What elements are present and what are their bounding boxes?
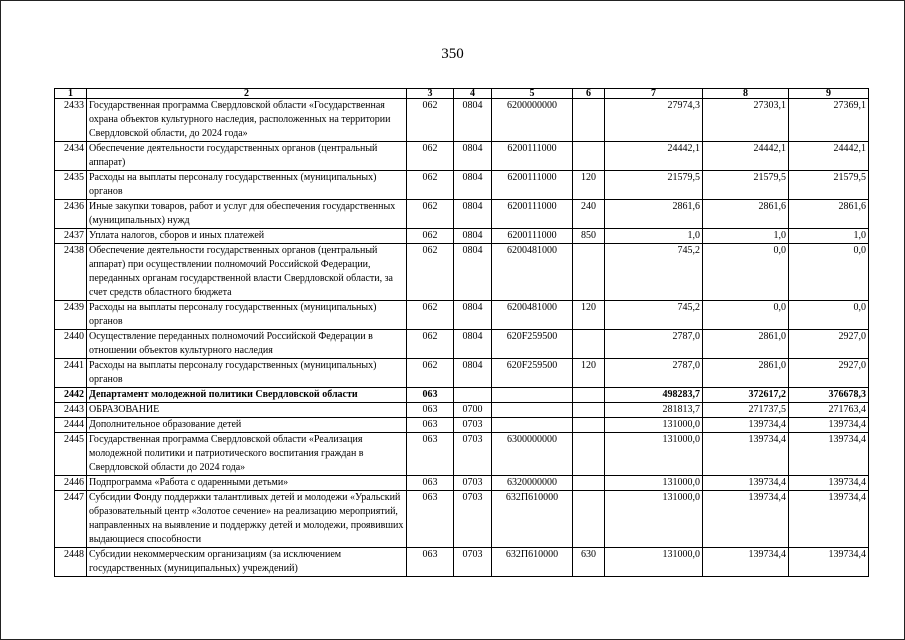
amount-year3-cell: 27369,1 <box>789 99 869 142</box>
row-name-cell: Расходы на выплаты персоналу государственных (муниципальных) органов <box>87 171 407 200</box>
table-row <box>55 491 869 548</box>
amount-year3-cell: 271763,4 <box>789 403 869 418</box>
ministry-code-cell: 062 <box>407 142 454 171</box>
column-header-9: 9 <box>789 89 869 99</box>
row-number-cell: 2448 <box>55 548 87 577</box>
column-header-3: 3 <box>407 89 454 99</box>
target-article-cell: 620F259500 <box>492 330 573 359</box>
amount-year1-cell: 2861,6 <box>605 200 703 229</box>
amount-year2-cell: 139734,4 <box>703 491 789 548</box>
column-header-7: 7 <box>605 89 703 99</box>
row-name-cell: Осуществление переданных полномочий Российской Федерации в отношении объектов культурного наследия <box>87 330 407 359</box>
row-name-cell: Субсидии Фонду поддержки талантливых детей и молодежи «Уральский образовательный центр «Золотое сечение» на реализацию мероприятий, направленных на выявление и поддержку детей и молодежи, проявивших выдающиеся способности <box>87 491 407 548</box>
expense-type-cell: 120 <box>573 359 605 388</box>
amount-year2-cell: 2861,0 <box>703 330 789 359</box>
section-code-cell: 0804 <box>454 244 492 301</box>
amount-year1-cell: 745,2 <box>605 301 703 330</box>
amount-year2-cell: 0,0 <box>703 244 789 301</box>
target-article-cell <box>492 418 573 433</box>
section-code-cell: 0804 <box>454 359 492 388</box>
section-code-cell: 0703 <box>454 476 492 491</box>
row-name-cell: Субсидии некоммерческим организациям (за исключением государственных (муниципальных) учреждений) <box>87 548 407 577</box>
row-name-cell: Расходы на выплаты персоналу государственных (муниципальных) органов <box>87 301 407 330</box>
amount-year3-cell: 376678,3 <box>789 388 869 403</box>
amount-year1-cell: 21579,5 <box>605 171 703 200</box>
amount-year1-cell: 2787,0 <box>605 330 703 359</box>
column-header-1: 1 <box>55 89 87 99</box>
ministry-code-cell: 063 <box>407 476 454 491</box>
column-header-5: 5 <box>492 89 573 99</box>
amount-year2-cell: 372617,2 <box>703 388 789 403</box>
ministry-code-cell: 063 <box>407 433 454 476</box>
ministry-code-cell: 062 <box>407 171 454 200</box>
amount-year3-cell: 0,0 <box>789 244 869 301</box>
ministry-code-cell: 063 <box>407 548 454 577</box>
table-body <box>55 99 869 577</box>
row-number-cell: 2436 <box>55 200 87 229</box>
table-row <box>55 229 869 244</box>
amount-year1-cell: 24442,1 <box>605 142 703 171</box>
target-article-cell: 6200481000 <box>492 244 573 301</box>
table-row <box>55 200 869 229</box>
ministry-code-cell: 062 <box>407 229 454 244</box>
table-row <box>55 403 869 418</box>
ministry-code-cell: 062 <box>407 330 454 359</box>
expense-type-cell: 240 <box>573 200 605 229</box>
target-article-cell <box>492 403 573 418</box>
target-article-cell: 632П610000 <box>492 548 573 577</box>
ministry-code-cell: 062 <box>407 200 454 229</box>
target-article-cell: 6300000000 <box>492 433 573 476</box>
amount-year3-cell: 139734,4 <box>789 418 869 433</box>
column-header-4: 4 <box>454 89 492 99</box>
amount-year3-cell: 139734,4 <box>789 433 869 476</box>
ministry-code-cell: 063 <box>407 388 454 403</box>
table-row <box>55 548 869 577</box>
table-row <box>55 418 869 433</box>
expense-type-cell <box>573 476 605 491</box>
row-number-cell: 2438 <box>55 244 87 301</box>
section-code-cell: 0804 <box>454 200 492 229</box>
amount-year3-cell: 21579,5 <box>789 171 869 200</box>
row-number-cell: 2433 <box>55 99 87 142</box>
amount-year2-cell: 2861,0 <box>703 359 789 388</box>
table-row <box>55 476 869 491</box>
amount-year1-cell: 131000,0 <box>605 433 703 476</box>
amount-year2-cell: 0,0 <box>703 301 789 330</box>
amount-year1-cell: 498283,7 <box>605 388 703 403</box>
target-article-cell: 632П610000 <box>492 491 573 548</box>
section-code-cell: 0804 <box>454 330 492 359</box>
table-row <box>55 359 869 388</box>
section-code-cell: 0703 <box>454 418 492 433</box>
expense-type-cell <box>573 99 605 142</box>
row-name-cell: Иные закупки товаров, работ и услуг для обеспечения государственных (муниципальных) нужд <box>87 200 407 229</box>
row-number-cell: 2434 <box>55 142 87 171</box>
section-code-cell: 0804 <box>454 99 492 142</box>
amount-year2-cell: 2861,6 <box>703 200 789 229</box>
row-number-cell: 2443 <box>55 403 87 418</box>
row-name-cell: Расходы на выплаты персоналу государственных (муниципальных) органов <box>87 359 407 388</box>
row-number-cell: 2444 <box>55 418 87 433</box>
table-row <box>55 330 869 359</box>
amount-year2-cell: 139734,4 <box>703 476 789 491</box>
row-number-cell: 2439 <box>55 301 87 330</box>
row-number-cell: 2441 <box>55 359 87 388</box>
amount-year1-cell: 131000,0 <box>605 491 703 548</box>
row-number-cell: 2442 <box>55 388 87 403</box>
amount-year3-cell: 139734,4 <box>789 548 869 577</box>
amount-year2-cell: 139734,4 <box>703 433 789 476</box>
row-name-cell: Обеспечение деятельности государственных органов (центральный аппарат) <box>87 142 407 171</box>
section-code-cell: 0703 <box>454 491 492 548</box>
target-article-cell: 6200111000 <box>492 200 573 229</box>
row-name-cell: Обеспечение деятельности государственных органов (центральный аппарат) при осуществлении полномочий Российской Федерации, переданных органам государственной власти Свердловской области, за счет средств областного бюджета <box>87 244 407 301</box>
amount-year1-cell: 27974,3 <box>605 99 703 142</box>
table-row <box>55 171 869 200</box>
row-number-cell: 2446 <box>55 476 87 491</box>
target-article-cell: 6200000000 <box>492 99 573 142</box>
column-header-2: 2 <box>87 89 407 99</box>
amount-year2-cell: 271737,5 <box>703 403 789 418</box>
ministry-code-cell: 062 <box>407 244 454 301</box>
table-row <box>55 142 869 171</box>
expense-type-cell <box>573 491 605 548</box>
expense-type-cell <box>573 418 605 433</box>
expense-type-cell <box>573 330 605 359</box>
section-code-cell: 0804 <box>454 142 492 171</box>
table-row <box>55 433 869 476</box>
row-name-cell: Государственная программа Свердловской области «Государственная охрана объектов культурного наследия, расположенных на территории Свердловской области, до 2024 года» <box>87 99 407 142</box>
table-row <box>55 388 869 403</box>
amount-year3-cell: 2927,0 <box>789 330 869 359</box>
row-name-cell: Департамент молодежной политики Свердловской области <box>87 388 407 403</box>
target-article-cell: 6200111000 <box>492 142 573 171</box>
table-row <box>55 99 869 142</box>
amount-year3-cell: 0,0 <box>789 301 869 330</box>
amount-year1-cell: 281813,7 <box>605 403 703 418</box>
ministry-code-cell: 063 <box>407 491 454 548</box>
amount-year2-cell: 139734,4 <box>703 418 789 433</box>
target-article-cell: 6200111000 <box>492 229 573 244</box>
expense-type-cell <box>573 142 605 171</box>
expense-type-cell: 120 <box>573 171 605 200</box>
row-name-cell: ОБРАЗОВАНИЕ <box>87 403 407 418</box>
column-header-8: 8 <box>703 89 789 99</box>
expense-type-cell <box>573 388 605 403</box>
table-header-row <box>55 89 869 99</box>
row-number-cell: 2437 <box>55 229 87 244</box>
amount-year2-cell: 24442,1 <box>703 142 789 171</box>
amount-year1-cell: 745,2 <box>605 244 703 301</box>
amount-year2-cell: 139734,4 <box>703 548 789 577</box>
amount-year1-cell: 2787,0 <box>605 359 703 388</box>
expense-type-cell <box>573 403 605 418</box>
row-name-cell: Подпрограмма «Работа с одаренными детьми» <box>87 476 407 491</box>
amount-year1-cell: 1,0 <box>605 229 703 244</box>
section-code-cell <box>454 388 492 403</box>
table-row <box>55 244 869 301</box>
ministry-code-cell: 063 <box>407 418 454 433</box>
column-header-6: 6 <box>573 89 605 99</box>
amount-year1-cell: 131000,0 <box>605 418 703 433</box>
ministry-code-cell: 062 <box>407 301 454 330</box>
expense-type-cell <box>573 244 605 301</box>
amount-year1-cell: 131000,0 <box>605 548 703 577</box>
row-name-cell: Государственная программа Свердловской области «Реализация молодежной политики и патриотического воспитания граждан в Свердловской области до 2024 года» <box>87 433 407 476</box>
amount-year3-cell: 1,0 <box>789 229 869 244</box>
amount-year3-cell: 2861,6 <box>789 200 869 229</box>
page-number: 350 <box>441 46 464 62</box>
ministry-code-cell: 062 <box>407 359 454 388</box>
row-number-cell: 2440 <box>55 330 87 359</box>
budget-table <box>54 88 869 577</box>
expense-type-cell: 120 <box>573 301 605 330</box>
ministry-code-cell: 063 <box>407 403 454 418</box>
amount-year3-cell: 24442,1 <box>789 142 869 171</box>
amount-year2-cell: 21579,5 <box>703 171 789 200</box>
section-code-cell: 0804 <box>454 301 492 330</box>
amount-year1-cell: 131000,0 <box>605 476 703 491</box>
row-number-cell: 2447 <box>55 491 87 548</box>
expense-type-cell: 850 <box>573 229 605 244</box>
section-code-cell: 0703 <box>454 548 492 577</box>
target-article-cell: 6320000000 <box>492 476 573 491</box>
ministry-code-cell: 062 <box>407 99 454 142</box>
row-name-cell: Уплата налогов, сборов и иных платежей <box>87 229 407 244</box>
amount-year2-cell: 27303,1 <box>703 99 789 142</box>
expense-type-cell <box>573 433 605 476</box>
target-article-cell: 6200111000 <box>492 171 573 200</box>
amount-year2-cell: 1,0 <box>703 229 789 244</box>
target-article-cell: 620F259500 <box>492 359 573 388</box>
section-code-cell: 0700 <box>454 403 492 418</box>
amount-year3-cell: 139734,4 <box>789 491 869 548</box>
target-article-cell <box>492 388 573 403</box>
row-number-cell: 2435 <box>55 171 87 200</box>
expense-type-cell: 630 <box>573 548 605 577</box>
table-row <box>55 301 869 330</box>
section-code-cell: 0804 <box>454 171 492 200</box>
amount-year3-cell: 139734,4 <box>789 476 869 491</box>
row-name-cell: Дополнительное образование детей <box>87 418 407 433</box>
section-code-cell: 0703 <box>454 433 492 476</box>
section-code-cell: 0804 <box>454 229 492 244</box>
target-article-cell: 6200481000 <box>492 301 573 330</box>
amount-year3-cell: 2927,0 <box>789 359 869 388</box>
row-number-cell: 2445 <box>55 433 87 476</box>
